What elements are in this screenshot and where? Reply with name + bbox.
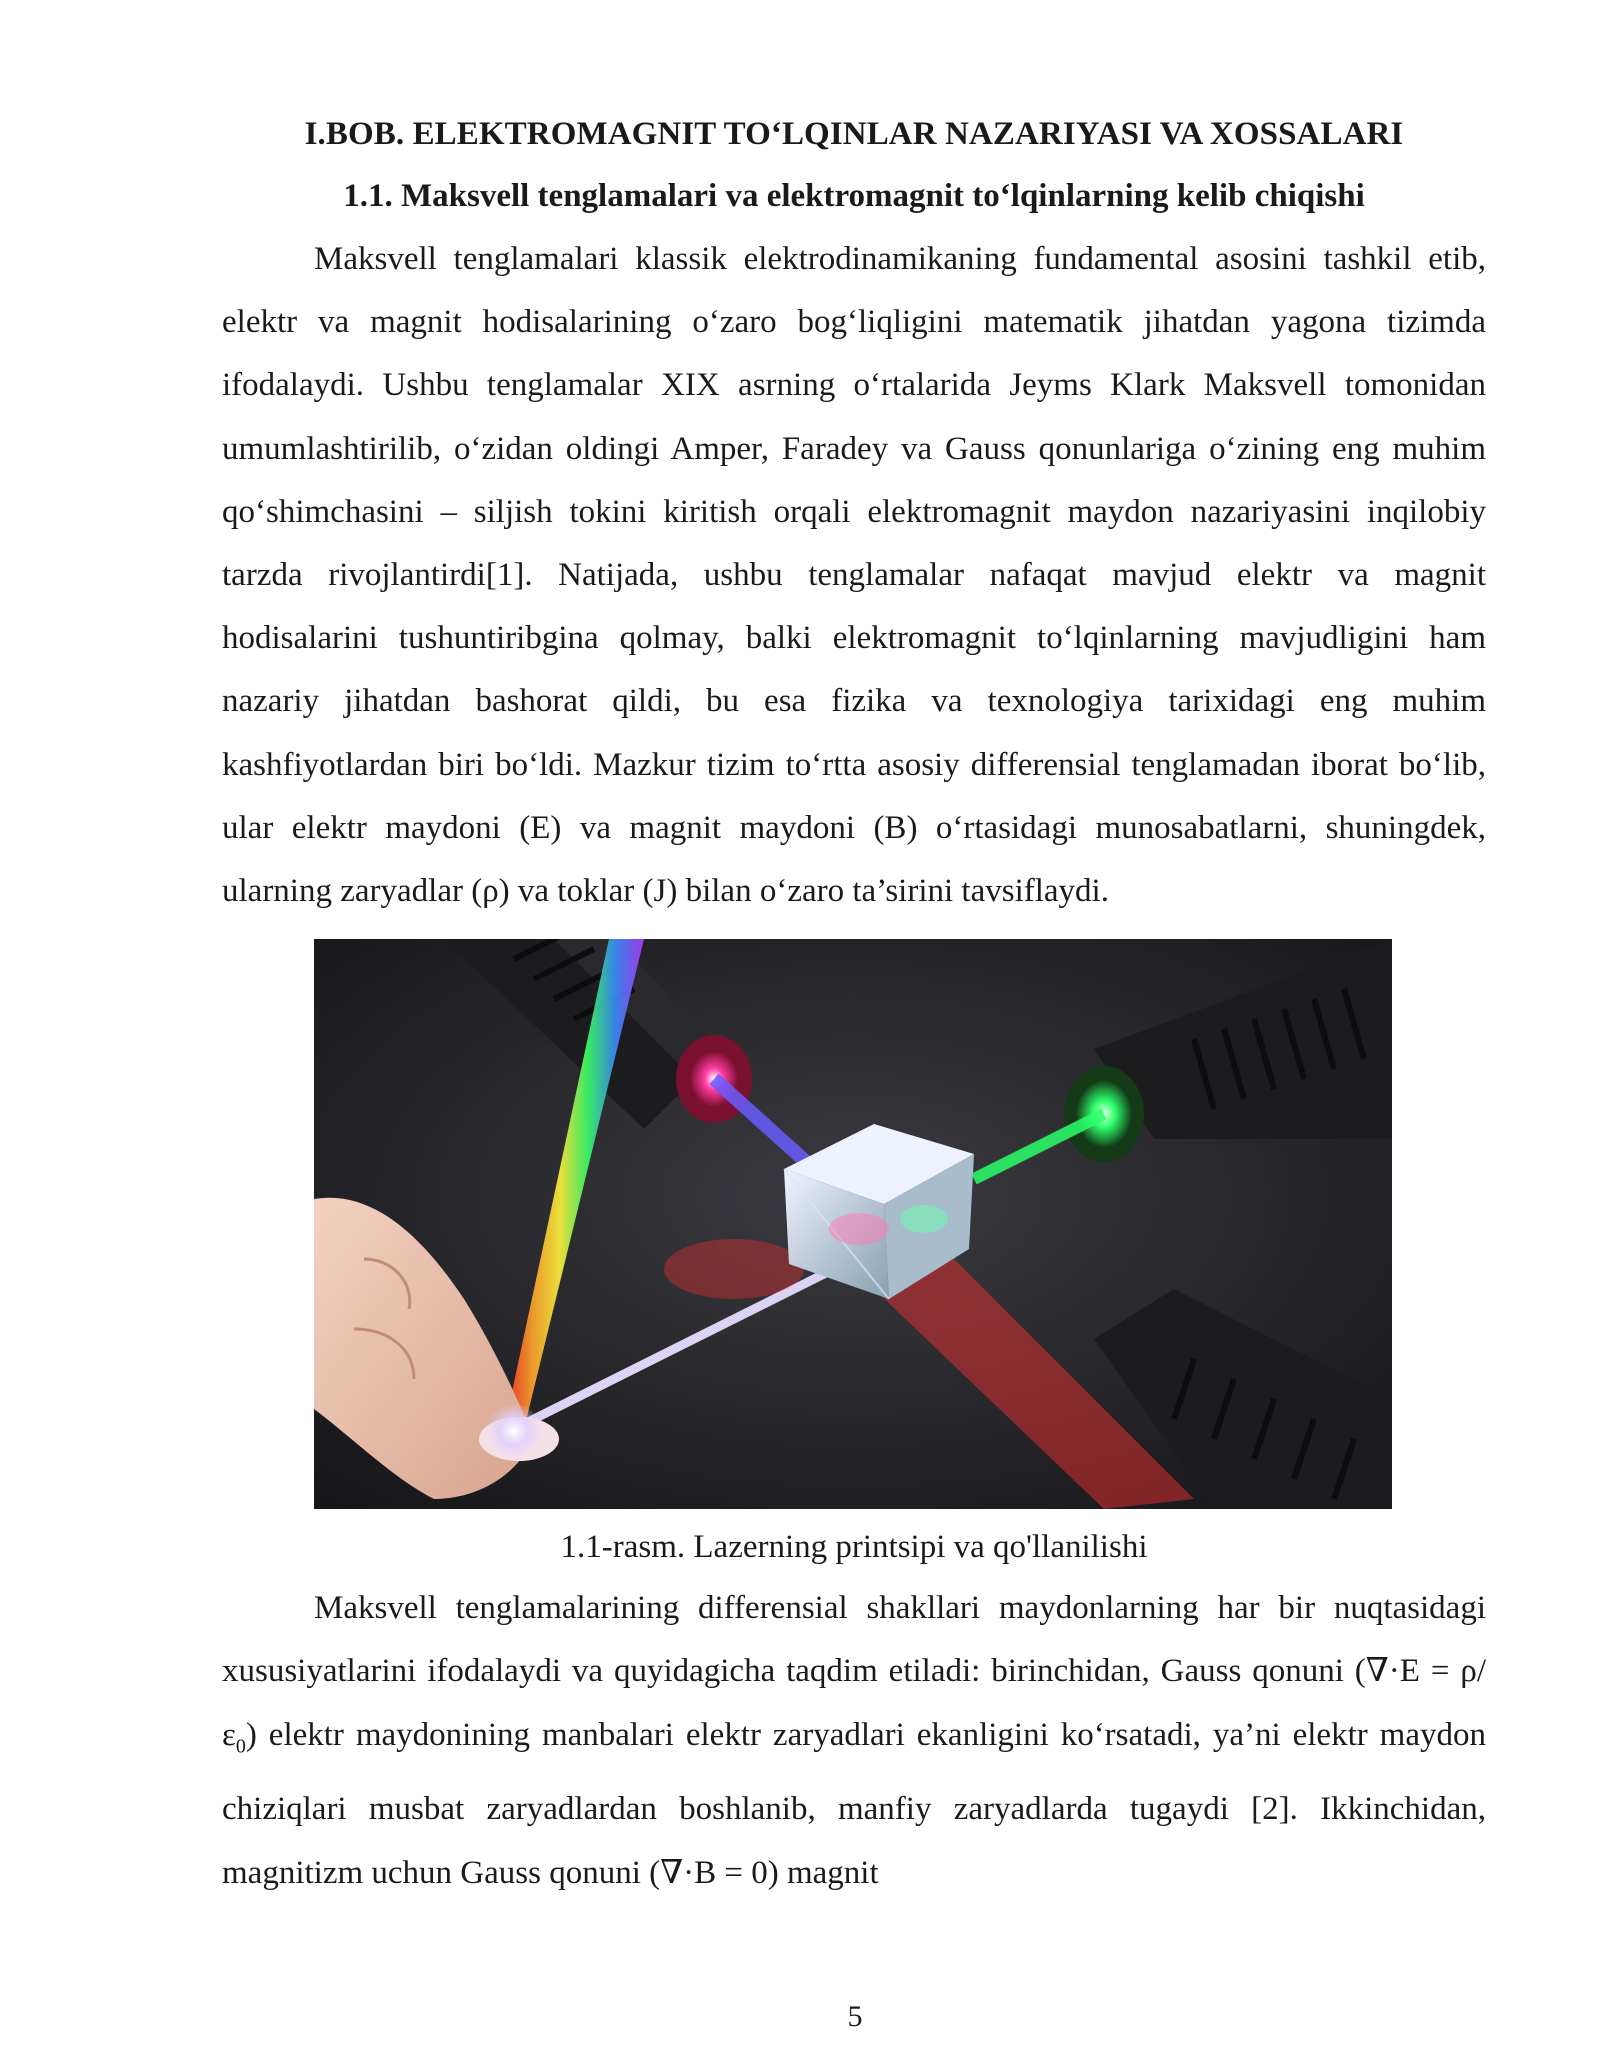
figure-laser-photo [314, 939, 1392, 1509]
paragraph-maxwell-intro: Maksvell tenglamalari klassik elektrodinamikaning fundamental asosini tashkil etib, elektr va magnit hodisalarining o‘zaro bog‘liqligini matematik jihatdan yagona tizimda ifodalaydi. Ushbu tenglamalar XIX asrning o‘rtalarida Jeyms Klark Maksvell tomonidan umumlashtirilib, o‘zidan oldingi Amper, Faradey va Gauss qonunlariga o‘zining eng muhim qo‘shimchasini – siljish tokini kiritish orqali elektromagnit maydon nazariyasini inqilobiy tarzda rivojlantirdi[1]. Natijada, ushbu tenglamalar nafaqat mavjud elektr va magnit hodisalarini tushuntiribgina qolmay, balki elektromagnit to‘lqinlarning mavjudligini ham nazariy jihatdan bashorat qildi, bu esa fizika va texnologiya tarixidagi eng muhim kashfiyotlardan biri bo‘ldi. Mazkur tizim to‘rtta asosiy differensial tenglamadan iborat bo‘lib, ular elektr maydoni (E) va magnit maydoni (B) o‘rtasidagi munosabatlarni, shuningdek, ularning zaryadlar (ρ) va toklar (J) bilan o‘zaro ta’sirini tavsiflaydi. [222, 241, 1486, 910]
laser-prism-photo [314, 939, 1392, 1509]
epsilon-subscript: 0 [235, 1735, 246, 1758]
chapter-title: I.BOB. ELEKTROMAGNIT TO‘LQINLAR NAZARIYASI VA XOSSALARI [304, 116, 1404, 152]
figure-caption: 1.1-rasm. Lazerning printsipi va qo'llanilishi [560, 1529, 1148, 1566]
paragraph-text-b: ) elektr maydonining manbalari elektr zaryadlari ekanligini ko‘rsatadi, ya’ni elektr maydon chiziqlari musbat zaryadlardan boshlanib, manfiy zaryadlarda tugaydi [2]. Ikkinchidan, magnitizm uchun Gauss qonuni (∇·B = 0) magnit [222, 1716, 1486, 1891]
page-number: 5 [847, 2000, 863, 2033]
section-title: 1.1. Maksvell tenglamalari va elektromagnit to‘lqinlarning kelib chiqishi [343, 178, 1365, 214]
paragraph-text-a: Maksvell tenglamalarining differensial shakllari maydonlarning har bir nuqtasidagi xususiyatlarini ifodalaydi va quyidagicha taqdim etiladi: birinchidan, Gauss qonuni (∇·E = ρ/ε [222, 1590, 1486, 1753]
page-content [222, 104, 1486, 1905]
paragraph-maxwell-differential [222, 1577, 1486, 1905]
